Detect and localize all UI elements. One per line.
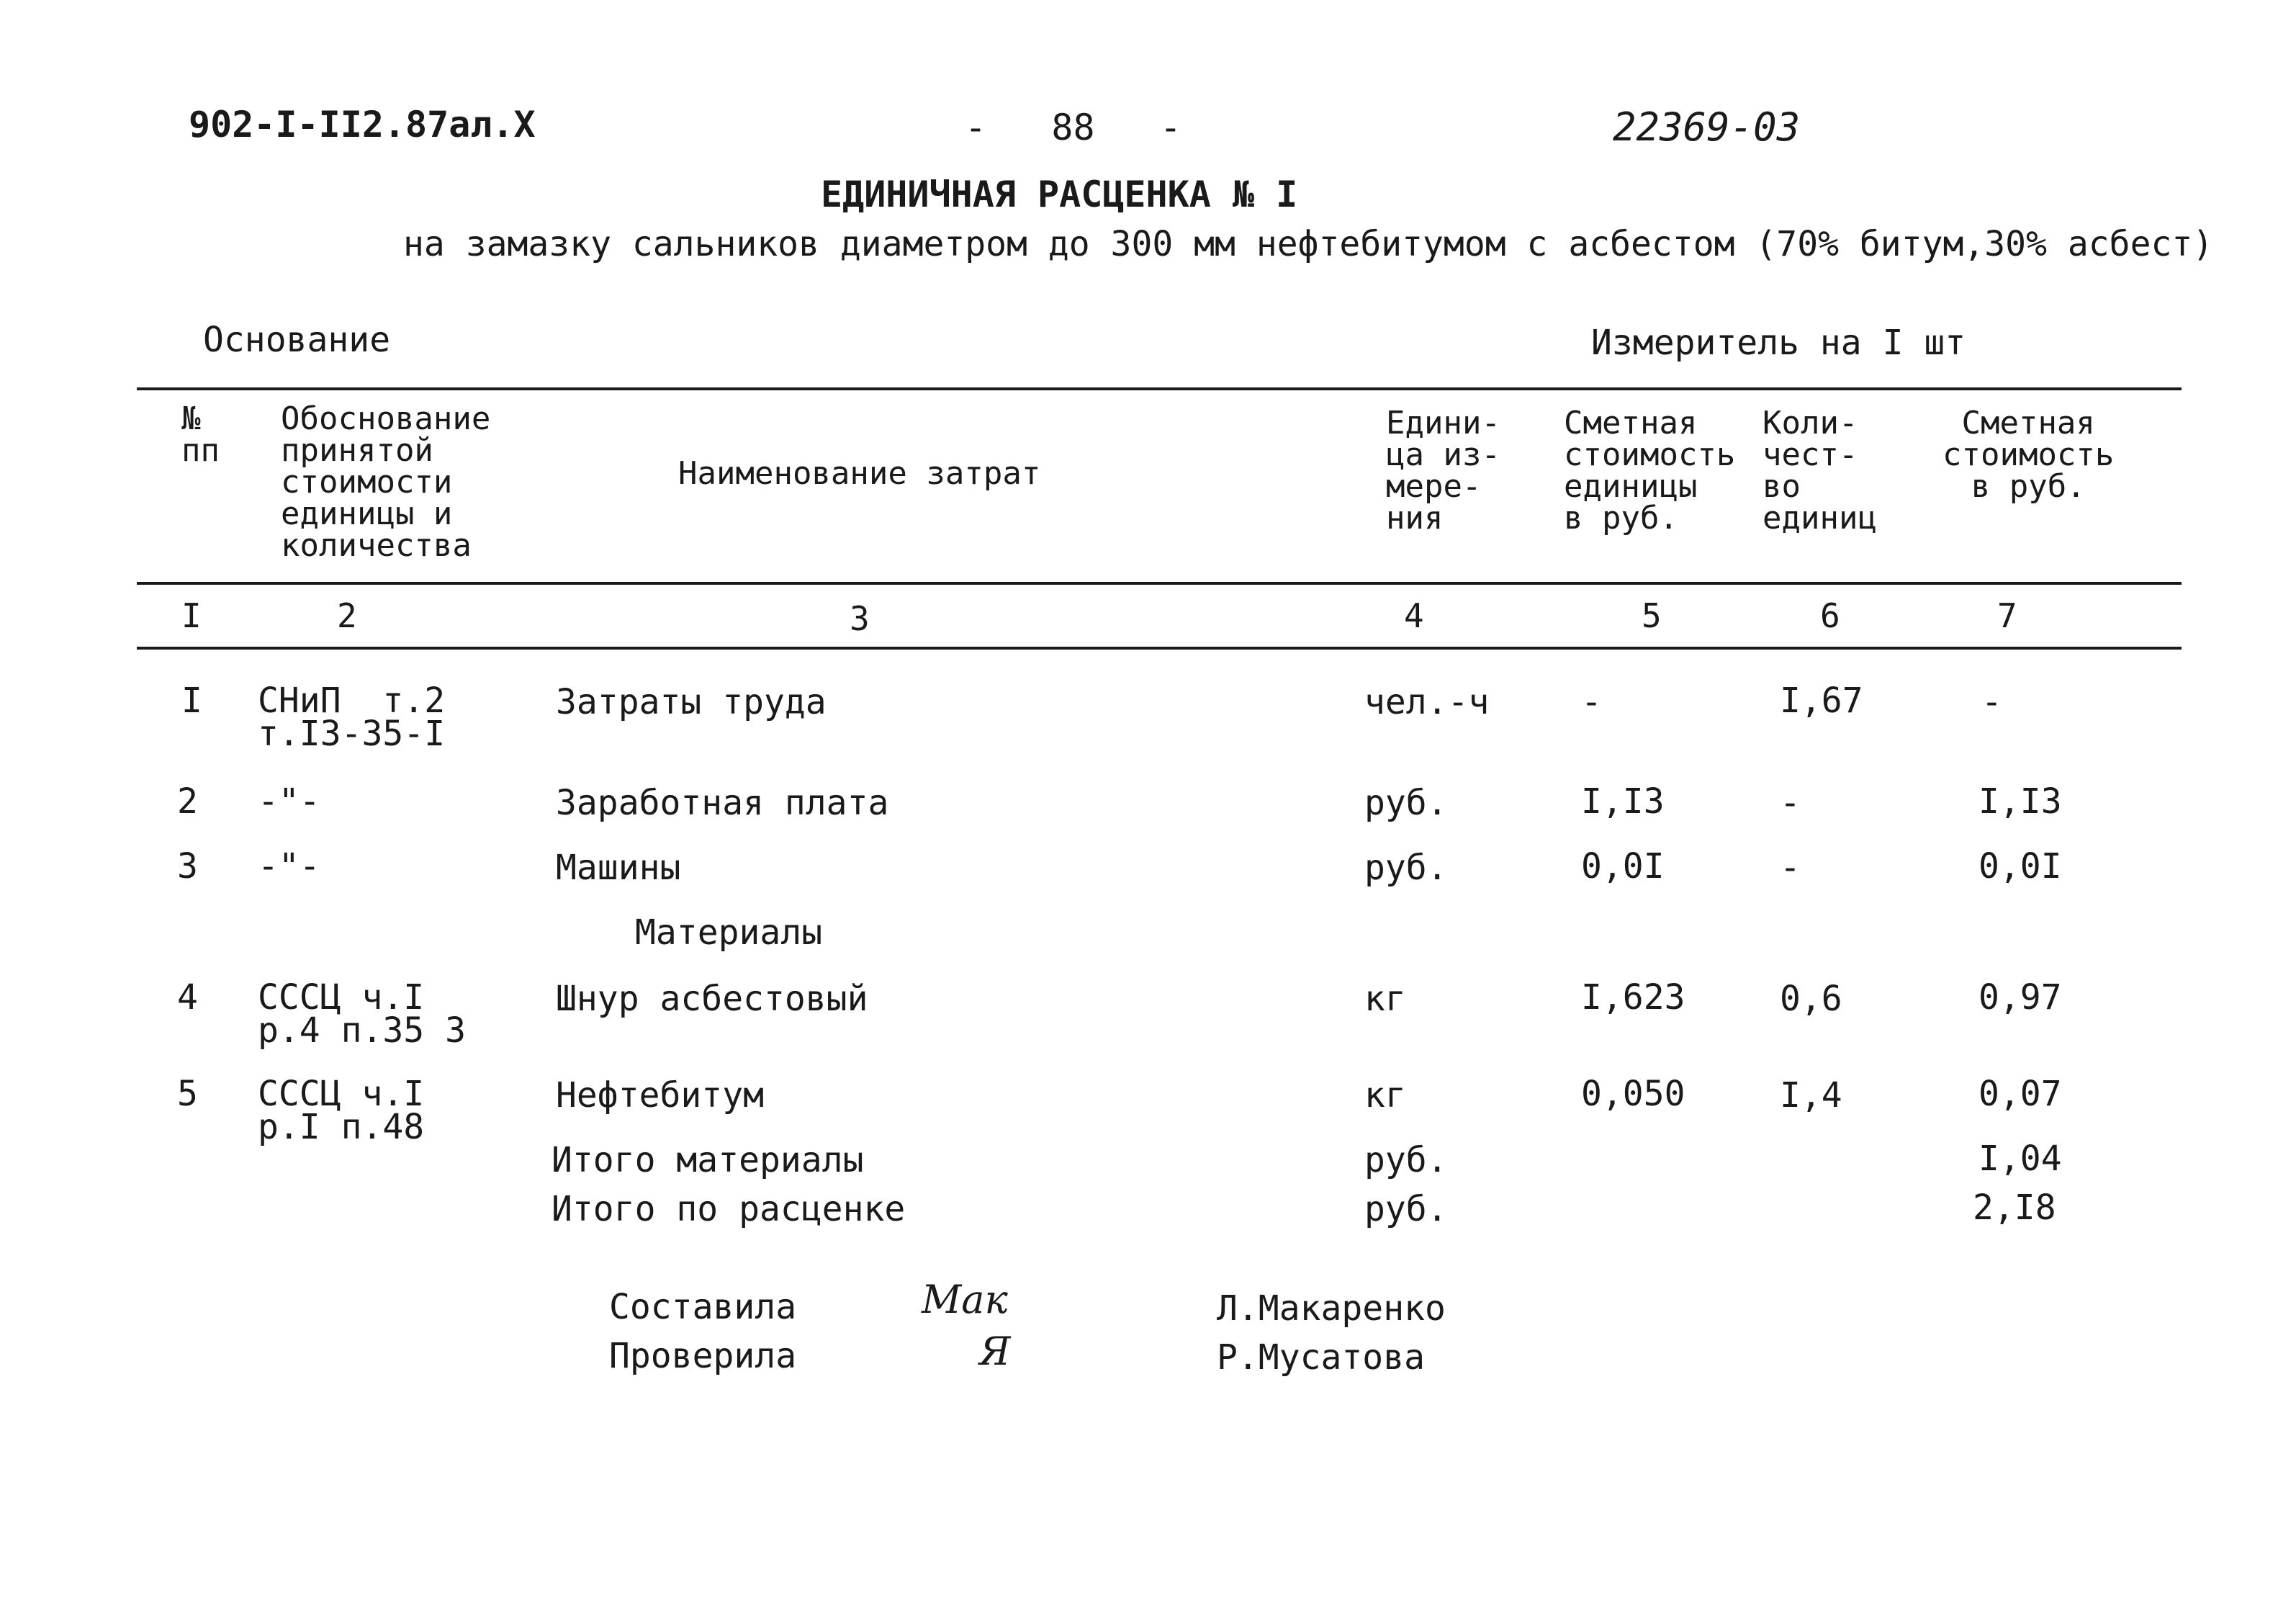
signer-name: Р.Мусатова xyxy=(1217,1337,1425,1378)
signature-role: Проверила xyxy=(609,1336,797,1376)
row-basis: СССЦ ч.I р.I п.48 xyxy=(258,1074,425,1147)
row-number: 3 xyxy=(177,846,198,886)
column-number: 7 xyxy=(1997,596,2017,635)
table-number-rule xyxy=(137,647,2182,650)
row-unit: руб. xyxy=(1364,1189,1448,1229)
row-unit: руб. xyxy=(1364,783,1448,823)
row-quantity: 0,6 xyxy=(1780,979,1842,1019)
row-total: 0,07 xyxy=(1978,1074,2062,1114)
row-basis: -"- xyxy=(258,846,320,886)
document-title: ЕДИНИЧНАЯ РАСЦЕНКА № I xyxy=(821,174,1298,215)
row-unit: кг xyxy=(1364,1075,1406,1116)
row-total: I,04 xyxy=(1978,1139,2062,1179)
row-basis: -"- xyxy=(258,781,320,822)
document-code: 902-I-II2.87ал.X xyxy=(189,104,536,145)
row-quantity: I,4 xyxy=(1780,1075,1842,1116)
column-number: 5 xyxy=(1642,596,1662,635)
row-unit-cost: I,623 xyxy=(1581,977,1685,1018)
table-top-rule xyxy=(137,387,2182,390)
column-header-no: № пп xyxy=(181,400,220,469)
column-number: I xyxy=(181,596,202,635)
signer-name: Л.Макаренко xyxy=(1217,1288,1446,1329)
column-header-total: Сметная стоимость в руб. xyxy=(1942,405,2115,505)
row-basis: СССЦ ч.I р.4 п.35 3 xyxy=(258,977,466,1051)
row-number: I xyxy=(181,681,202,721)
document-number: 22369-03 xyxy=(1613,104,1801,150)
handwritten-signature: Я xyxy=(979,1329,1011,1374)
row-unit: чел.-ч xyxy=(1364,682,1490,722)
row-unit: руб. xyxy=(1364,1140,1448,1180)
row-name: Шнур асбестовый xyxy=(556,979,868,1019)
row-basis: СНиП т.2 т.I3-35-I xyxy=(258,681,446,754)
page-number: - 88 - xyxy=(965,107,1182,148)
column-number: 3 xyxy=(850,599,870,638)
row-unit: кг xyxy=(1364,979,1406,1019)
row-quantity: I,67 xyxy=(1780,681,1863,721)
row-number: 2 xyxy=(177,781,198,822)
row-unit-cost: 0,050 xyxy=(1581,1074,1685,1114)
row-unit-cost: I,I3 xyxy=(1581,781,1665,822)
row-name: Заработная плата xyxy=(556,783,889,823)
row-number: 4 xyxy=(177,977,198,1018)
row-total: - xyxy=(1981,682,2002,722)
document-subtitle: на замазку сальников диаметром до 300 мм нефтебитумом с асбестом (70% битум,30% асбест) xyxy=(403,224,2214,264)
row-number: 5 xyxy=(177,1074,198,1114)
section-label-materials: Материалы xyxy=(635,912,823,953)
row-unit-cost: 0,0I xyxy=(1581,846,1665,886)
column-number: 4 xyxy=(1404,596,1424,635)
column-header-unit: Едини- ца из- мере- ния xyxy=(1386,405,1500,537)
handwritten-signature: Мак xyxy=(922,1277,1008,1322)
row-unit-cost: - xyxy=(1581,682,1602,722)
row-total: 2,I8 xyxy=(1973,1188,2056,1228)
column-number: 2 xyxy=(337,596,357,635)
row-total: 0,0I xyxy=(1978,846,2062,886)
row-name: Итого по расценке xyxy=(552,1189,906,1229)
column-header-basis: Обоснование принятой стоимости единицы и количества xyxy=(281,400,491,564)
column-header-name: Наименование затрат xyxy=(678,455,1041,492)
table-header-rule xyxy=(137,582,2182,585)
row-name: Нефтебитум xyxy=(556,1075,764,1116)
column-header-quantity: Коли- чест- во единиц xyxy=(1762,405,1877,537)
row-name: Итого материалы xyxy=(552,1140,864,1180)
row-name: Машины xyxy=(556,848,681,888)
basis-label: Основание xyxy=(203,320,391,360)
row-quantity: - xyxy=(1780,848,1801,888)
column-header-unit-cost: Сметная стоимость единицы в руб. xyxy=(1564,405,1736,537)
row-total: I,I3 xyxy=(1978,781,2062,822)
measure-label: Измеритель на I шт xyxy=(1591,323,1966,363)
row-name: Затраты труда xyxy=(556,682,827,722)
signature-role: Составила xyxy=(609,1287,797,1327)
column-number: 6 xyxy=(1820,596,1840,635)
row-total: 0,97 xyxy=(1978,977,2062,1018)
row-quantity: - xyxy=(1780,783,1801,823)
row-unit: руб. xyxy=(1364,848,1448,888)
